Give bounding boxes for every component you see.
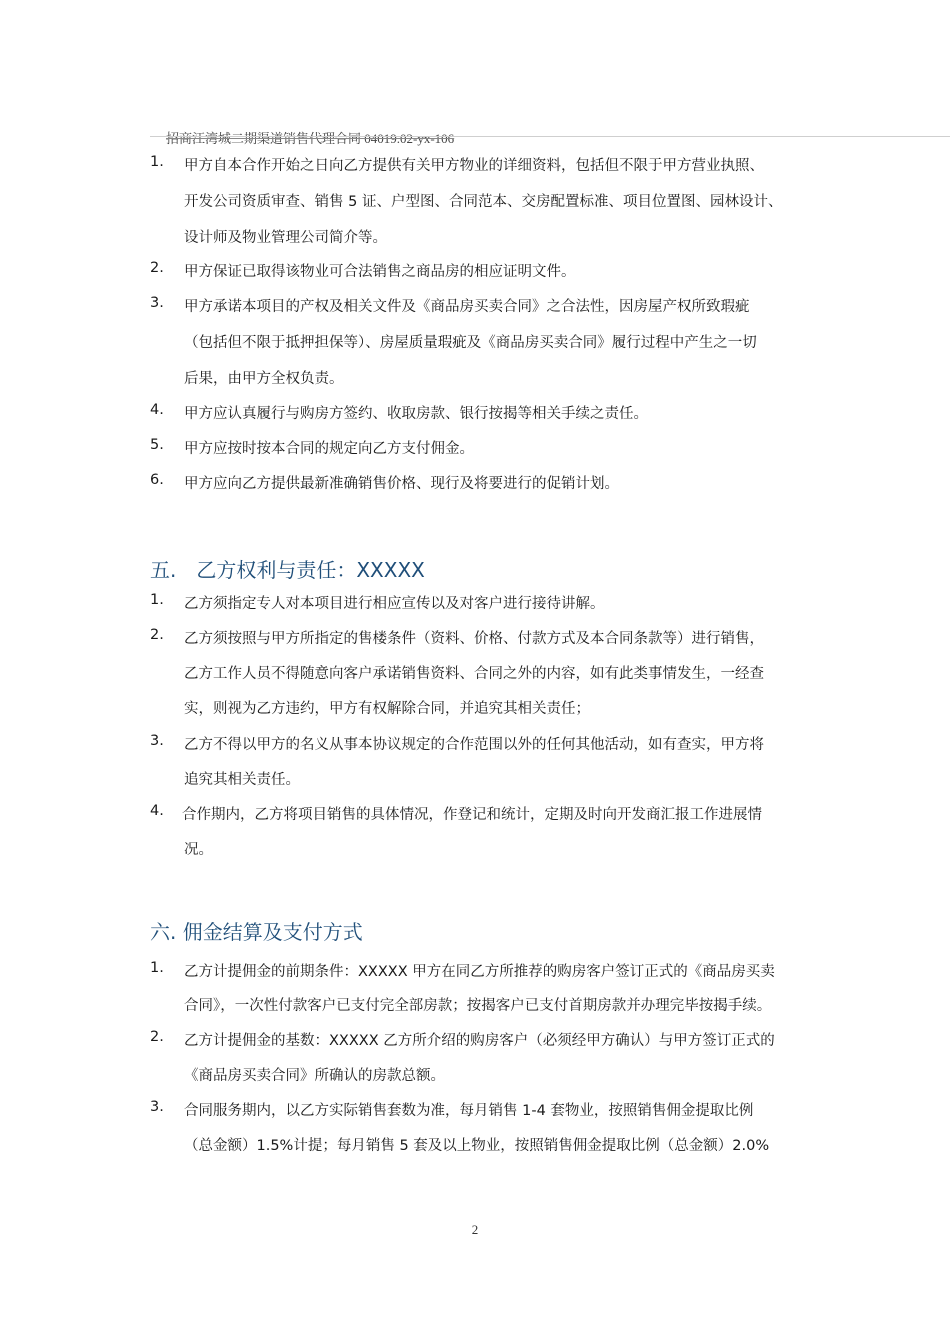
section-heading: 六. 佣金结算及支付方式 <box>150 920 363 944</box>
item-text: 甲方应认真履行与购房方签约、收取房款、银行按揭等相关手续之责任。 <box>184 406 648 422</box>
item-number: 2. <box>150 260 164 276</box>
item-text: 开发公司资质审查、销售 5 证、户型图、合同范本、交房配置标准、项目位置图、园林设计、 <box>184 194 783 210</box>
item-text: 《商品房买卖合同》所确认的房款总额。 <box>184 1068 445 1084</box>
item-text: 甲方应按时按本合同的规定向乙方支付佣金。 <box>184 441 474 457</box>
item-text: 况。 <box>184 842 213 858</box>
item-number: 4. <box>150 803 164 819</box>
item-number: 2. <box>150 627 164 643</box>
item-text: 乙方工作人员不得随意向客户承诺销售资料、合同之外的内容，如有此类事情发生，一经查 <box>184 666 764 682</box>
item-text: 甲方自本合作开始之日向乙方提供有关甲方物业的详细资料，包括但不限于甲方营业执照、 <box>184 158 764 174</box>
section-heading: 五. 乙方权利与责任：XXXXX <box>150 558 425 582</box>
header-rule <box>150 136 950 137</box>
page-number: 2 <box>471 1222 479 1237</box>
item-number: 3. <box>150 295 164 311</box>
item-number: 6. <box>150 472 164 488</box>
item-number: 1. <box>150 154 164 170</box>
item-text: （包括但不限于抵押担保等）、房屋质量瑕疵及《商品房买卖合同》履行过程中产生之一切 <box>184 335 757 351</box>
item-text: 乙方须指定专人对本项目进行相应宣传以及对客户进行接待讲解。 <box>184 596 605 612</box>
item-text: 合同》，一次性付款客户已支付完全部房款；按揭客户已支付首期房款并办理完毕按揭手续。 <box>184 998 772 1014</box>
item-text: 追究其相关责任。 <box>184 772 300 788</box>
item-number: 1. <box>150 960 164 976</box>
item-number: 5. <box>150 437 164 453</box>
item-number: 4. <box>150 402 164 418</box>
item-text: 后果，由甲方全权负责。 <box>184 371 344 387</box>
item-number: 3. <box>150 733 164 749</box>
item-text: 合作期内，乙方将项目销售的具体情况，作登记和统计，定期及时向开发商汇报工作进展情 <box>182 807 762 823</box>
item-text: 甲方应向乙方提供最新准确销售价格、现行及将要进行的促销计划。 <box>184 476 619 492</box>
item-text: 甲方保证已取得该物业可合法销售之商品房的相应证明文件。 <box>184 264 576 280</box>
item-text: 乙方不得以甲方的名义从事本协议规定的合作范围以外的任何其他活动，如有查实，甲方将 <box>184 737 764 753</box>
item-text: 乙方计提佣金的前期条件：XXXXX 甲方在同乙方所推荐的购房客户签订正式的《商品房买卖 <box>184 964 775 980</box>
page-header: 招商江湾城二期渠道销售代理合同 04019.02-yx-106 <box>166 131 455 146</box>
item-text: 设计师及物业管理公司简介等。 <box>184 230 387 246</box>
item-text: 实，则视为乙方违约，甲方有权解除合同，并追究其相关责任； <box>184 701 590 717</box>
item-number: 2. <box>150 1029 164 1045</box>
item-text: 乙方须按照与甲方所指定的售楼条件（资料、价格、付款方式及本合同条款等）进行销售， <box>184 631 764 647</box>
item-number: 1. <box>150 592 164 608</box>
item-text: （总金额）1.5%计提；每月销售 5 套及以上物业，按照销售佣金提取比例（总金额）2.0% <box>184 1138 770 1154</box>
item-number: 3. <box>150 1099 164 1115</box>
item-text: 乙方计提佣金的基数：XXXXX 乙方所介绍的购房客户（必须经甲方确认）与甲方签订正式的 <box>184 1033 775 1049</box>
item-text: 甲方承诺本项目的产权及相关文件及《商品房买卖合同》之合法性，因房屋产权所致瑕疵 <box>184 299 750 315</box>
item-text: 合同服务期内，以乙方实际销售套数为准，每月销售 1-4 套物业，按照销售佣金提取比例 <box>184 1103 754 1119</box>
